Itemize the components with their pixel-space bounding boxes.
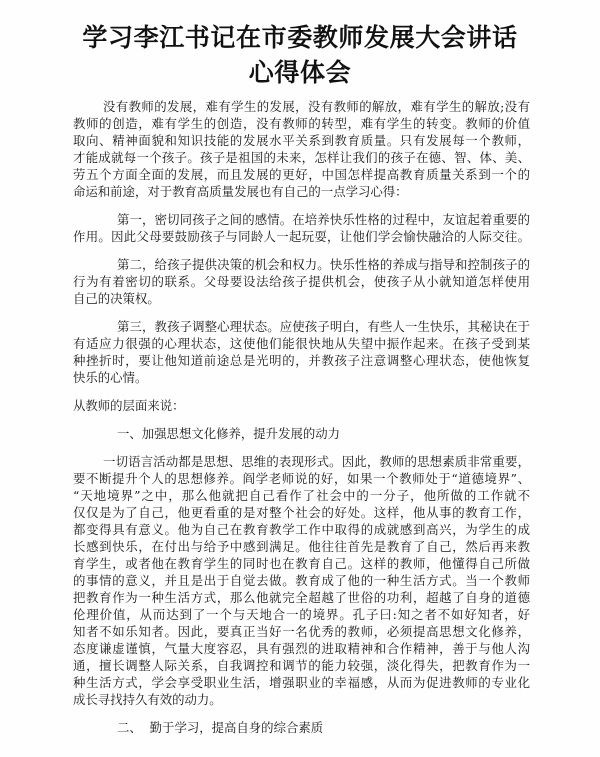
- text-line: 从教师的层面来说：: [73, 398, 185, 413]
- text-line: “天地境界”之中，那么他就把自己看作了社会中的一分子，他所做的工作就不: [73, 488, 530, 503]
- text-line: 取向、精神面貌和知识技能的发展水平关系到教育质量。只有发展每一个教师，: [73, 133, 530, 148]
- section-1-paragraph: [73, 453, 530, 708]
- point-3-paragraph: [73, 318, 530, 386]
- text-line: 都变得具有意义。他为自己在教育教学工作中取得的成就感到高兴，为学生的成: [73, 522, 530, 537]
- teacher-level-intro: [73, 397, 530, 414]
- text-line: 的事情的意义，并且是出于自觉去做。教育成了他的一种生活方式。当一个教师: [73, 573, 530, 588]
- heading-text: 一、加强思想文化修养，提升发展的动力: [117, 426, 341, 441]
- title-line-2: 心得体会: [248, 58, 352, 87]
- text-line: 作用。因此父母要鼓励孩子与同龄人一起玩耍，让他们学会愉快融洽的人际交往。: [73, 229, 530, 244]
- text-line: 教师的创造，难有学生的创造，没有教师的转型，难有学生的转变。教师的价值: [73, 116, 530, 131]
- text-line: 通，擅长调整人际关系，自我调控和调节的能力较强，淡化得失，把教育作为一: [73, 658, 530, 673]
- section-2-heading: [73, 719, 530, 736]
- text-line: 第二，给孩子提供决策的机会和权力。快乐性格的养成与指导和控制孩子的: [117, 257, 530, 272]
- document-title: [0, 20, 600, 90]
- text-line: 态度谦虚谨慎，气量大度容忍，具有强烈的进取精神和合作精神，善于与他人沟: [73, 641, 530, 656]
- text-line: 没有教师的发展，难有学生的发展，没有教师的解放，难有学生的解放;没有: [103, 99, 530, 114]
- point-2-paragraph: [73, 256, 530, 307]
- text-line: 仅仅是为了自己，他更看重的是对整个社会的好处。这样，他从事的教育工作，: [73, 505, 530, 520]
- text-line: 种挫折时，要让他知道前途总是光明的，并教孩子注意调整心理状态，使他恢复: [73, 353, 530, 368]
- document-body: [73, 98, 530, 736]
- heading-text: 二、 勤于学习，提高自身的综合素质: [117, 720, 324, 735]
- text-line: 行为有着密切的联系。父母要设法给孩子提供机会，使孩子从小就知道怎样使用: [73, 274, 530, 289]
- text-line: 种生活方式，学会享受职业生活，增强职业的幸福感，从而为促进教师的专业化: [73, 675, 530, 690]
- text-line: 第一，密切同孩子之间的感情。在培养快乐性格的过程中，友谊起着重要的: [117, 212, 530, 227]
- text-line: 第三，教孩子调整心理状态。应使孩子明白，有些人一生快乐，其秘诀在于: [117, 319, 530, 334]
- title-line-1: 学习李江书记在市委教师发展大会讲话: [82, 23, 518, 52]
- text-line: 快乐的心情。: [73, 370, 148, 385]
- text-line: 自己的决策权。: [73, 291, 160, 306]
- text-line: 有适应力很强的心理状态，这使他们能很快地从失望中振作起来。在孩子受到某: [73, 336, 530, 351]
- text-line: 才能成就每一个孩子。孩子是祖国的未来，怎样让我们的孩子在德、智、体、美、: [73, 150, 530, 165]
- text-line: 劳五个方面全面的发展，而且发展的更好，中国怎样提高教育质量关系到一个的: [73, 167, 530, 182]
- text-line: 要不断提升个人的思想修养。阎学老师说的好，如果一个教师处于“道德境界”、: [73, 471, 530, 486]
- section-1-heading: [73, 425, 530, 442]
- point-1-paragraph: [73, 211, 530, 245]
- intro-paragraph: [73, 98, 530, 200]
- text-line: 一切语言活动都是思想、思维的表现形式。因此，教师的思想素质非常重要，: [103, 454, 530, 469]
- text-line: 命运和前途，对于教育高质量发展也有自己的一点学习心得：: [73, 184, 408, 199]
- text-line: 伦理价值，从而达到了一个与天地合一的境界。孔子曰:知之者不如好知者，好: [73, 607, 530, 622]
- text-line: 长感到快乐，在付出与给予中感到满足。他往往首先是教育了自己，然后再来教: [73, 539, 530, 554]
- text-line: 育学生，或者他在教育学生的同时也在教育自己。这样的教师，他懂得自己所做: [73, 556, 530, 571]
- text-line: 知者不如乐知者。因此，要真正当好一名优秀的教师，必须提高思想文化修养，: [73, 624, 530, 639]
- text-line: 把教育作为一种生活方式，那么他就完全超越了世俗的功利，超越了自身的道德: [73, 590, 530, 605]
- text-line: 成长寻找持久有效的动力。: [73, 692, 222, 707]
